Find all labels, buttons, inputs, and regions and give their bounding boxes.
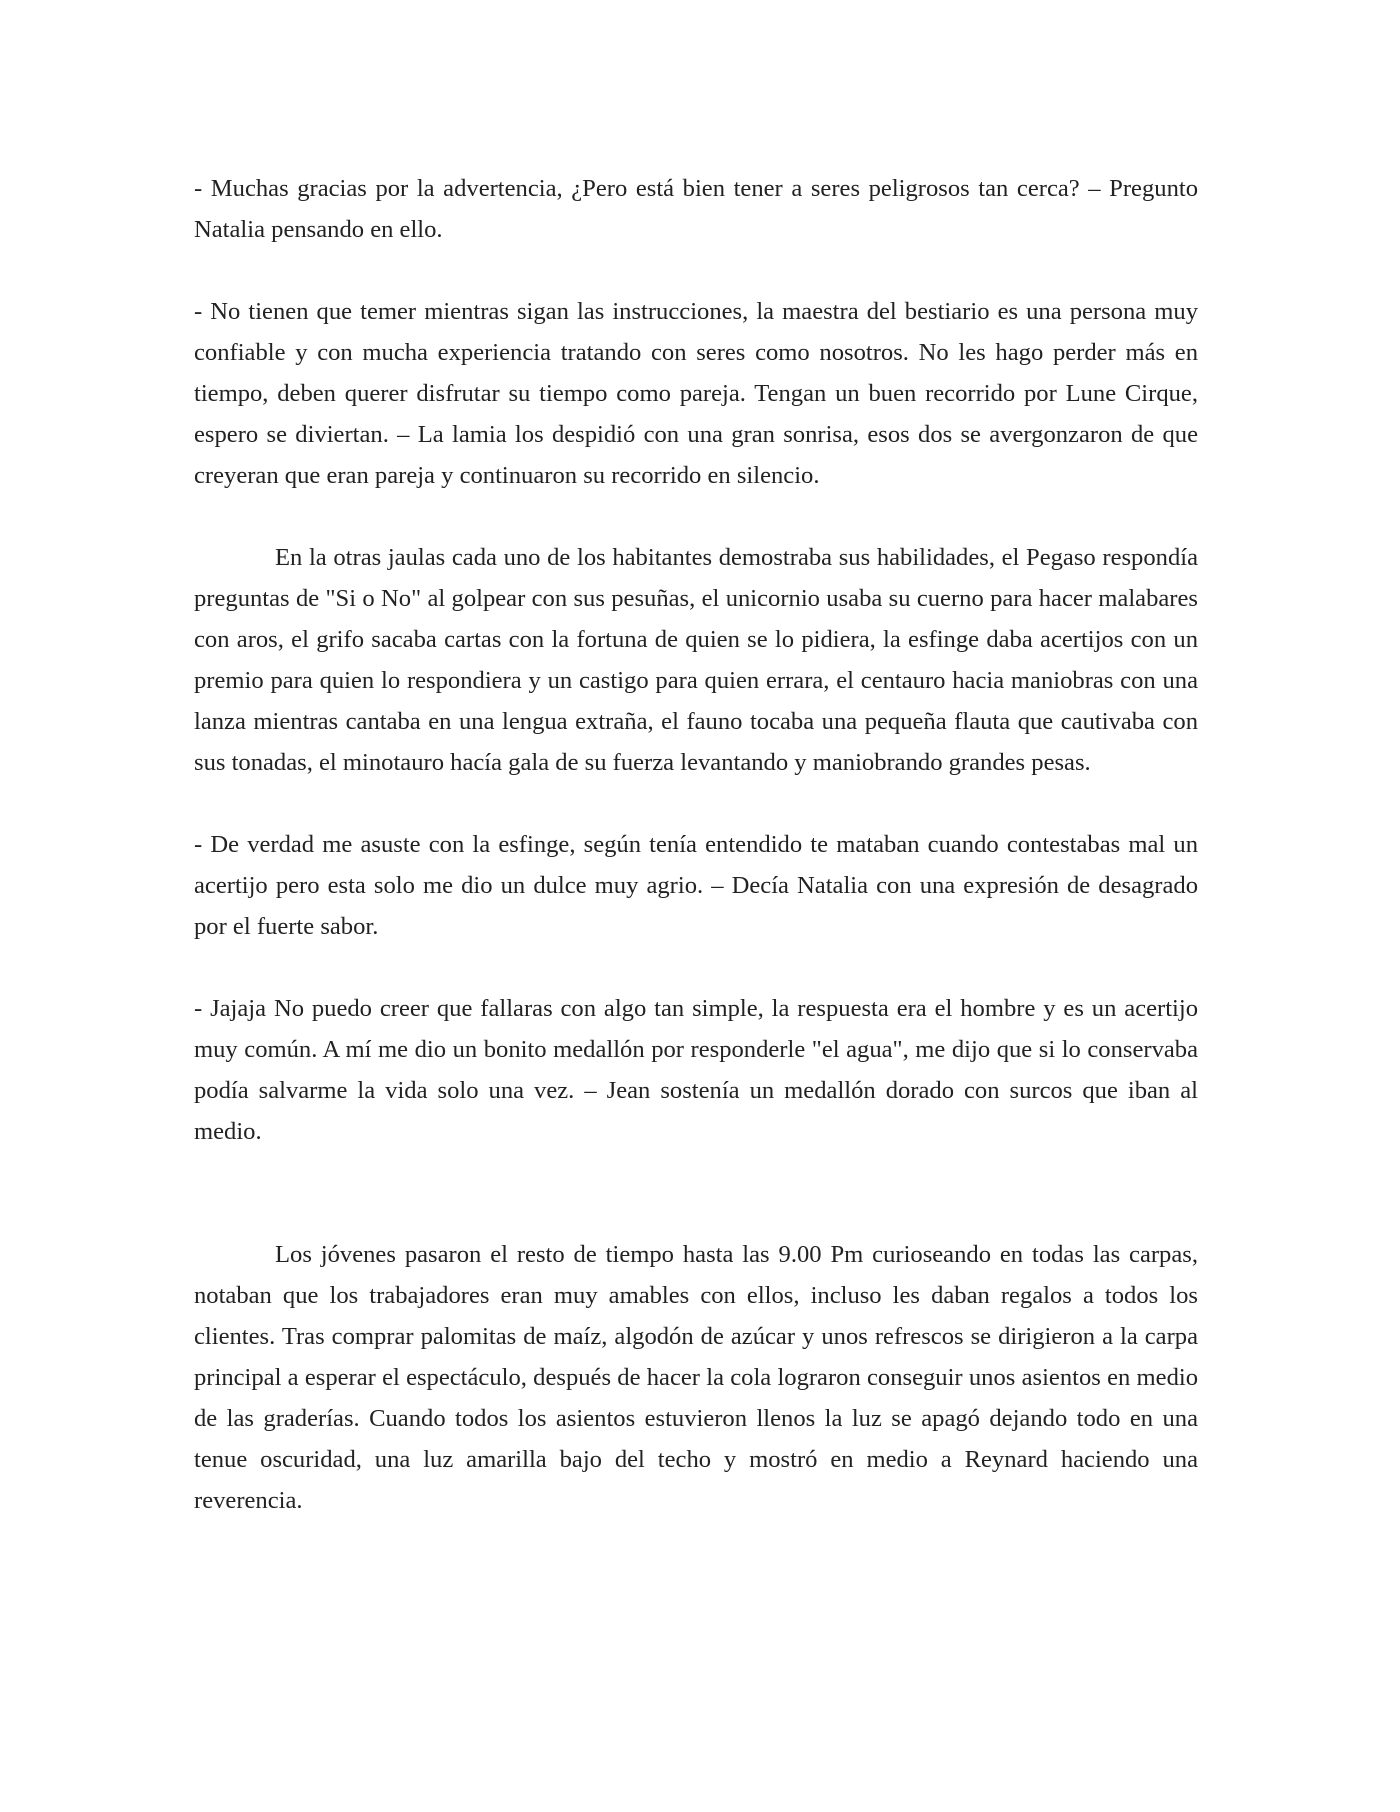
paragraph-evening-narration: Los jóvenes pasaron el resto de tiempo hasta las 9.00 Pm curioseando en todas las carpas, notaban que los trabajadores eran muy amables con ellos, incluso les daban regalos a todos los clientes. Tras comprar palomitas de maíz, algodón de azúcar y unos refrescos se dirigieron a la carpa principal a esperar el espectáculo, después de hacer la cola lograron conseguir unos asientos en medio de las graderías. Cuando todos los asientos estuvieron llenos la luz se apagó dejando todo en una tenue oscuridad, una luz amarilla bajo del techo y mostró en medio a Reynard haciendo una reverencia.: [194, 1241, 1198, 1514]
paragraph-dialogue-natalia-question: - Muchas gracias por la advertencia, ¿Pero está bien tener a seres peligrosos tan cerca? – Pregunto Natalia pensando en ello.: [194, 175, 1198, 243]
paragraph-dialogue-jean-medallion: - Jajaja No puedo creer que fallaras con algo tan simple, la respuesta era el hombre y es un acertijo muy común. A mí me dio un bonito medallón por responderle "el agua", me dijo que si lo conservaba podía salvarme la vida solo una vez. – Jean sostenía un medallón dorado con surcos que iban al medio.: [194, 995, 1198, 1145]
text-body: [194, 168, 1198, 1562]
paragraph-dialogue-lamia-reply: - No tienen que temer mientras sigan las instrucciones, la maestra del bestiario es una persona muy confiable y con mucha experiencia tratando con seres como nosotros. No les hago perder más en tiempo, deben querer disfrutar su tiempo como pareja. Tengan un buen recorrido por Lune Cirque, espero se diviertan. – La lamia los despidió con una gran sonrisa, esos dos se avergonzaron de que creyeran que eran pareja y continuaron su recorrido en silencio.: [194, 298, 1198, 489]
paragraph-cages-narration: En la otras jaulas cada uno de los habitantes demostraba sus habilidades, el Pegaso respondía preguntas de "Si o No" al golpear con sus pesuñas, el unicornio usaba su cuerno para hacer malabares con aros, el grifo sacaba cartas con la fortuna de quien se lo pidiera, la esfinge daba acertijos con un premio para quien lo respondiera y un castigo para quien errara, el centauro hacia maniobras con una lanza mientras cantaba en una lengua extraña, el fauno tocaba una pequeña flauta que cautivaba con sus tonadas, el minotauro hacía gala de su fuerza levantando y maniobrando grandes pesas.: [194, 544, 1198, 776]
paragraph-dialogue-natalia-sphinx: - De verdad me asuste con la esfinge, según tenía entendido te mataban cuando contestabas mal un acertijo pero esta solo me dio un dulce muy agrio. – Decía Natalia con una expresión de desagrado por el fuerte sabor.: [194, 831, 1198, 940]
